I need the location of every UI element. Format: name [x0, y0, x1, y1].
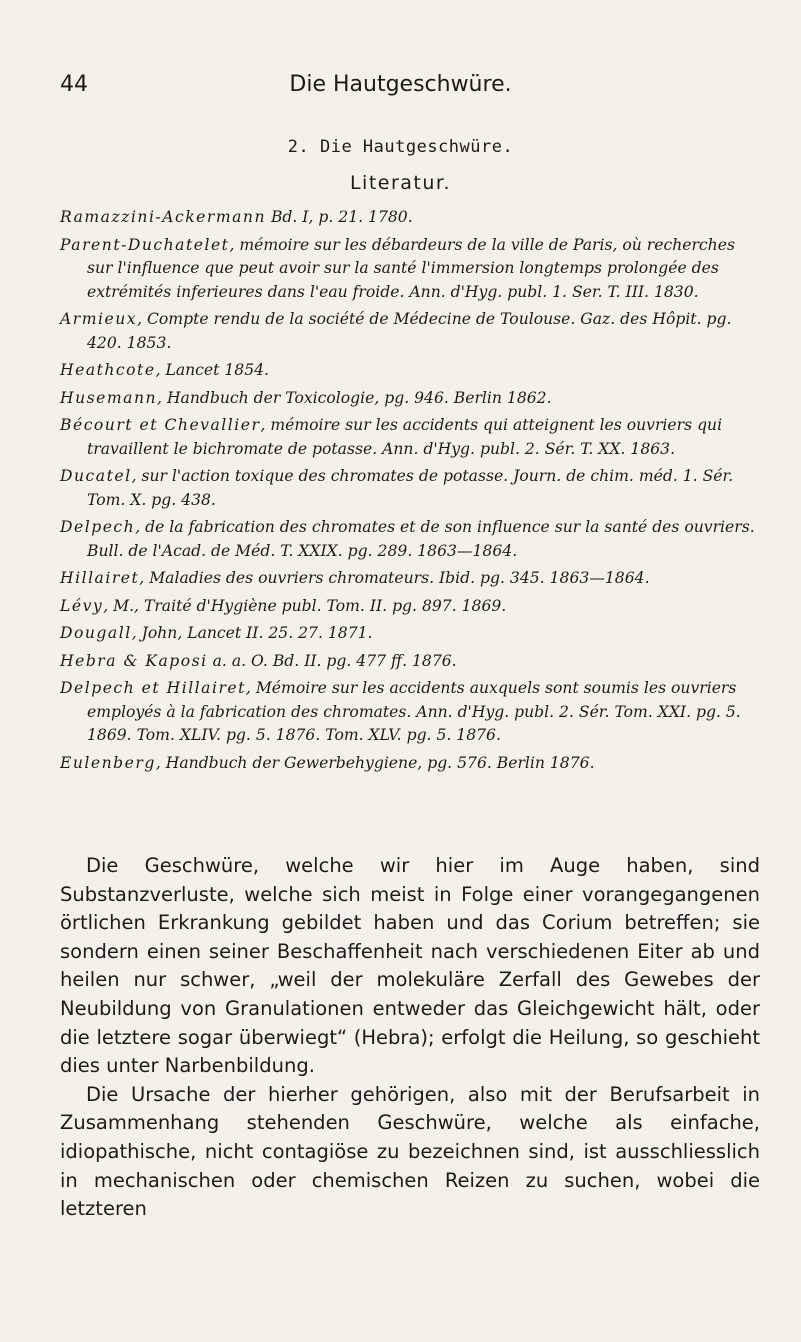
- reference-entry: [60, 206, 760, 230]
- reference-author: Bécourt et Chevallier: [60, 416, 261, 434]
- section-heading: 2. Die Hautgeschwüre.: [287, 137, 514, 157]
- reference-author: Delpech et Hillairet: [60, 679, 246, 697]
- page-header: [0, 72, 801, 102]
- reference-details: , Lancet 1854.: [155, 361, 269, 379]
- reference-author: Delpech: [60, 518, 136, 536]
- running-title: Die Hautgeschwüre.: [289, 72, 512, 97]
- reference-details: , Mémoire sur les accidents auxquels sont soumis les ouvriers employés à la fabrication des chromates. Ann. d'Hyg. publ. 2. Sér. Tom. XXI. pg. 5. 1869. Tom. XLIV. pg. 5. 1876. Tom. XLV. pg. 5. 1876.: [87, 679, 741, 744]
- reference-entry: [60, 359, 760, 383]
- reference-author: Ducatel: [60, 467, 132, 485]
- reference-details: , Handbuch der Gewerbehygiene, pg. 576. Berlin 1876.: [155, 753, 595, 772]
- reference-entry: [60, 387, 760, 411]
- reference-author: Dougall: [60, 624, 132, 642]
- body-paragraph: Die Geschwüre, welche wir hier im Auge haben, sind Substanzverluste, welche sich meist in Folge einer vorangegangenen örtlichen Erkrankung gebildet haben und das Corium betreffen; sie sondern einen seiner Beschaffenheit nach verschiedenen Eiter ab und heilen nur schwer, „weil der molekuläre Zerfall des Gewebes der Neubildung von Granulationen entweder das Gleichgewicht hält, oder die letztere sogar überwiegt“ (Hebra); erfolgt die Heilung, so geschieht dies unter Narbenbildung.: [60, 854, 760, 1078]
- reference-entry: [60, 465, 760, 512]
- reference-entry: [60, 752, 760, 776]
- reference-entry: [60, 308, 760, 355]
- reference-entry: [60, 677, 760, 748]
- reference-entry: [60, 516, 760, 563]
- reference-details: , mémoire sur les accidents qui atteignent les ouvriers qui travaillent le bichromate de potasse. Ann. d'Hyg. publ. 2. Sér. T. XX. 1863.: [87, 416, 723, 458]
- reference-entry: [60, 567, 760, 591]
- body-text: [60, 852, 760, 1224]
- reference-entry: [60, 595, 760, 619]
- reference-details: , M., Traité d'Hygiène publ. Tom. II. pg. 897. 1869.: [103, 596, 507, 615]
- reference-author: Lévy: [60, 596, 104, 615]
- reference-details: , John, Lancet II. 25. 27. 1871.: [131, 624, 373, 642]
- reference-details: , Compte rendu de la société de Médecine de Toulouse. Gaz. des Hôpit. pg. 420. 1853.: [87, 310, 732, 352]
- reference-details: , sur l'action toxique des chromates de potasse. Journ. de chim. méd. 1. Sér. Tom. X. pg. 438.: [87, 467, 734, 509]
- literature-heading: Literatur.: [349, 172, 452, 194]
- reference-entry: [60, 650, 760, 674]
- reference-details: a. a. O. Bd. II. pg. 477 ff. 1876.: [207, 651, 457, 670]
- reference-author: Parent-Duchatelet: [60, 235, 230, 254]
- reference-details: , de la fabrication des chromates et de son influence sur la santé des ouvriers. Bull. de l'Acad. de Méd. T. XXIX. pg. 289. 1863—1864.: [87, 518, 755, 560]
- reference-details: , Maladies des ouvriers chromateurs. Ibid. pg. 345. 1863—1864.: [139, 569, 650, 587]
- reference-entry: [60, 622, 760, 646]
- body-paragraph: Die Ursache der hierher gehörigen, also mit der Berufsarbeit in Zusammenhang stehenden Geschwüre, welche als einfache, idiopathische, nicht contagiöse zu bezeichnen sind, ist ausschliesslich in mechanischen oder chemischen Reizen zu suchen, wobei die letzteren: [60, 1082, 760, 1221]
- reference-author: Husemann: [60, 388, 158, 407]
- reference-details: , Handbuch der Toxicologie, pg. 946. Berlin 1862.: [157, 388, 552, 407]
- reference-details: , mémoire sur les débardeurs de la ville de Paris, où recherches sur l'influence que peut avoir sur la santé l'immersion longtemps prolongée des extrémités inferieures dans l'eau froide. Ann. d'Hyg. publ. 1. Ser. T. III. 1830.: [87, 235, 735, 301]
- reference-author: Ramazzini-Ackermann: [60, 208, 266, 226]
- reference-author: Eulenberg: [60, 753, 156, 772]
- reference-list: [60, 206, 760, 779]
- reference-entry: [60, 234, 760, 305]
- reference-author: Heathcote: [60, 361, 156, 379]
- page-number: 44: [60, 72, 88, 97]
- reference-author: Hillairet: [60, 569, 140, 587]
- reference-author: Hebra & Kaposi: [60, 651, 208, 670]
- reference-details: Bd. I, p. 21. 1780.: [266, 208, 413, 226]
- reference-author: Armieux: [60, 310, 138, 328]
- reference-entry: [60, 414, 760, 461]
